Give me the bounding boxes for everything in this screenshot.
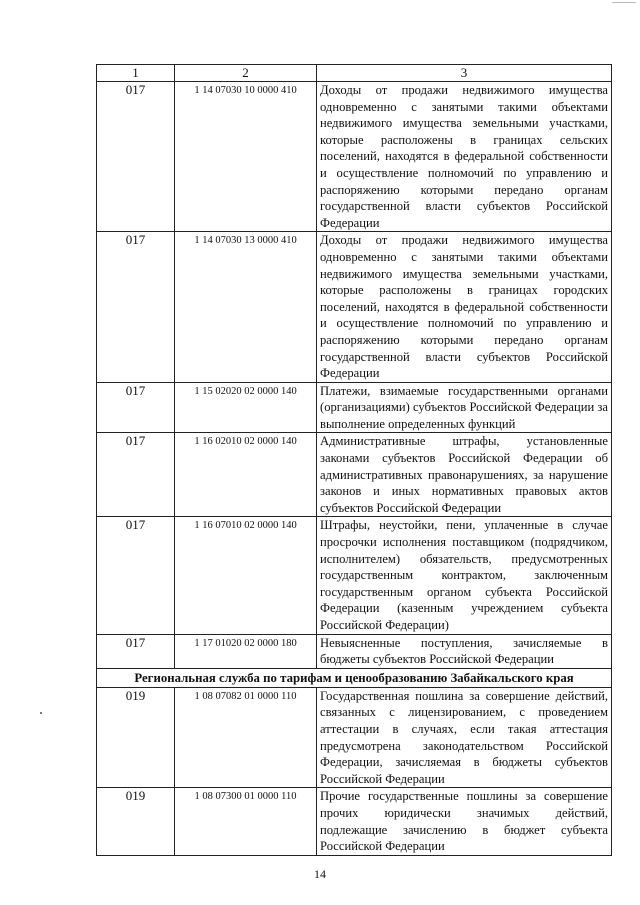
budget-code-cell: 1 08 07300 01 0000 110 <box>175 788 317 855</box>
table-row <box>97 517 612 634</box>
admin-code-cell: 017 <box>97 232 175 382</box>
description-cell: Платежи, взимаемые государственными органами (организациями) субъектов Российской Федерации за выполнение определенных функций <box>317 382 612 433</box>
budget-code-cell: 1 14 07030 10 0000 410 <box>175 82 317 232</box>
description-cell: Доходы от продажи недвижимого имущества одновременно с занятыми такими объектами недвижимого имущества земельными участками, которые расположены в границах сельских поселений, находятся в федеральной собственности и осуществление полномочий по управлению и распоряжению которыми передано органам государственной власти субъектов Российской Федерации <box>317 82 612 232</box>
admin-code-cell: 017 <box>97 433 175 517</box>
scan-edge-mark <box>612 2 636 3</box>
budget-code-cell: 1 16 02010 02 0000 140 <box>175 433 317 517</box>
table-row <box>97 82 612 232</box>
header-col-3: 3 <box>317 65 612 82</box>
description-cell: Прочие государственные пошлины за совершение прочих юридически значимых действий, подлежащие зачислению в бюджет субъекта Российской Федерации <box>317 788 612 855</box>
table-row <box>97 687 612 788</box>
header-col-2: 2 <box>175 65 317 82</box>
table-row <box>97 382 612 433</box>
section-row <box>97 668 612 687</box>
table-row <box>97 634 612 668</box>
budget-code-cell: 1 14 07030 13 0000 410 <box>175 232 317 382</box>
budget-code-cell: 1 08 07082 01 0000 110 <box>175 687 317 788</box>
description-cell: Штрафы, неустойки, пени, уплаченные в случае просрочки исполнения поставщиком (подрядчиком, исполнителем) обязательств, предусмотренных государственным контрактом, заключенным государственным органом субъекта Российской Федерации (казенным учреждением субъекта Российской Федерации) <box>317 517 612 634</box>
table-row <box>97 232 612 382</box>
admin-code-cell: 019 <box>97 788 175 855</box>
revenue-codes-table <box>96 64 612 856</box>
description-cell: Государственная пошлина за совершение действий, связанных с лицензированием, с проведением аттестации в случаях, если такая аттестация предусмотрена законодательством Российской Федерации, зачисляемая в бюджеты субъектов Российской Федерации <box>317 687 612 788</box>
table-row <box>97 788 612 855</box>
budget-code-cell: 1 17 01020 02 0000 180 <box>175 634 317 668</box>
description-cell: Невыясненные поступления, зачисляемые в бюджеты субъектов Российской Федерации <box>317 634 612 668</box>
table-header-row <box>97 65 612 82</box>
page-number: 14 <box>314 867 326 881</box>
admin-code-cell: 017 <box>97 517 175 634</box>
description-cell: Административные штрафы, установленные законами субъектов Российской Федерации об административных правонарушениях, за нарушение законов и иных нормативных правовых актов субъектов Российской Федерации <box>317 433 612 517</box>
admin-code-cell: 017 <box>97 382 175 433</box>
header-col-1: 1 <box>97 65 175 82</box>
budget-code-cell: 1 15 02020 02 0000 140 <box>175 382 317 433</box>
description-cell: Доходы от продажи недвижимого имущества одновременно с занятыми такими объектами недвижимого имущества земельными участками, которые расположены в границах городских поселений, находятся в федеральной собственности и осуществление полномочий по управлению и распоряжению которыми передано органам государственной власти субъектов Российской Федерации <box>317 232 612 382</box>
admin-code-cell: 017 <box>97 82 175 232</box>
budget-code-cell: 1 16 07010 02 0000 140 <box>175 517 317 634</box>
admin-code-cell: 017 <box>97 634 175 668</box>
scan-speck <box>40 712 42 714</box>
section-heading: Региональная служба по тарифам и ценообразованию Забайкальского края <box>97 668 612 687</box>
table-row <box>97 433 612 517</box>
admin-code-cell: 019 <box>97 687 175 788</box>
